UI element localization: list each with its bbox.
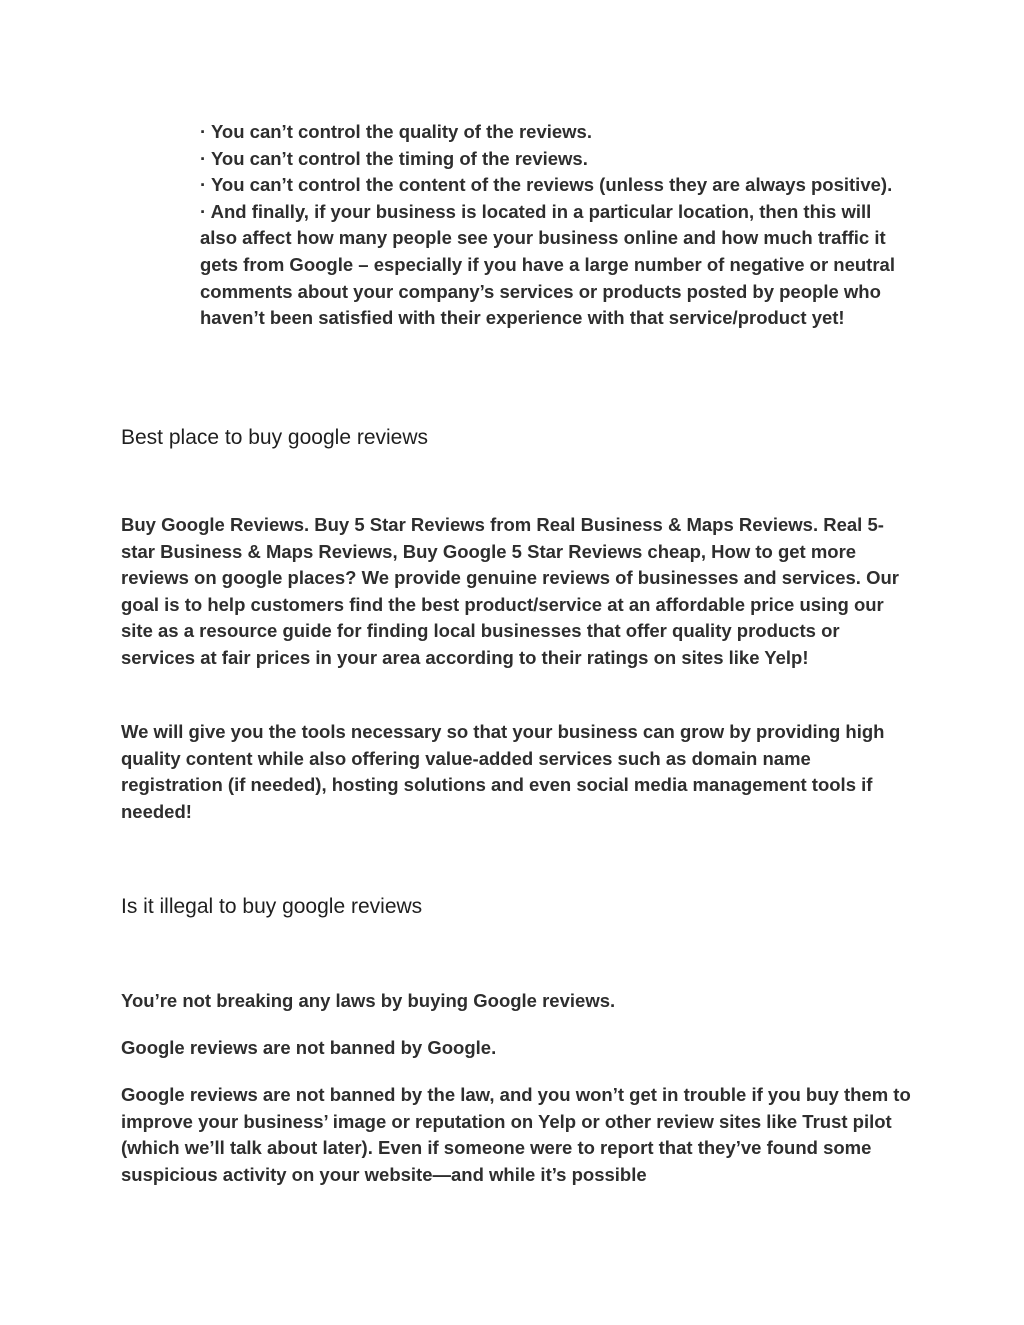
limitations-bullet-list <box>200 119 912 332</box>
paragraph-not-banned-by-law: Google reviews are not banned by the law, and you won’t get in trouble if you buy them to improve your business’ image or reputation on Yelp or other review sites like Trust pilot (which we’ll talk about later). Even if someone were to report that they’ve found some suspicious activity on your website—and while it’s possible <box>121 1084 911 1185</box>
paragraph-buy-google-reviews: Buy Google Reviews. Buy 5 Star Reviews from Real Business & Maps Reviews. Real 5-star Business & Maps Reviews, Buy Google 5 Star Reviews cheap, How to get more reviews on google places? We provide genuine reviews of businesses and services. Our goal is to help customers find the best product/service at an affordable price using our site as a resource guide for finding local businesses that offer quality products or services at fair prices in your area according to their ratings on sites like Yelp! <box>121 514 899 668</box>
section-heading-best-place: Best place to buy google reviews <box>121 426 429 449</box>
bullet-item-location: · And finally, if your business is located in a particular location, then this will also affect how many people see your business online and how much traffic it gets from Google – especially if you have a large number of negative or neutral comments about your company’s services or products posted by people who haven’t been satisfied with their experience with that service/product yet! <box>200 200 895 329</box>
paragraph-not-breaking-laws: You’re not breaking any laws by buying Google reviews. <box>121 990 616 1011</box>
bullet-item-quality: · You can’t control the quality of the reviews. <box>200 121 592 142</box>
paragraph-not-banned-by-google: Google reviews are not banned by Google. <box>121 1037 497 1058</box>
paragraph-tools: We will give you the tools necessary so that your business can grow by providing high quality content while also offering value-added services such as domain name registration (if needed), hosting solutions and even social media management tools if needed! <box>121 721 885 822</box>
bullet-item-timing: · You can’t control the timing of the reviews. <box>200 147 588 169</box>
section-heading-is-it-illegal: Is it illegal to buy google reviews <box>121 895 423 918</box>
bullet-item-content: · You can’t control the content of the reviews (unless they are always positive). <box>200 174 893 196</box>
